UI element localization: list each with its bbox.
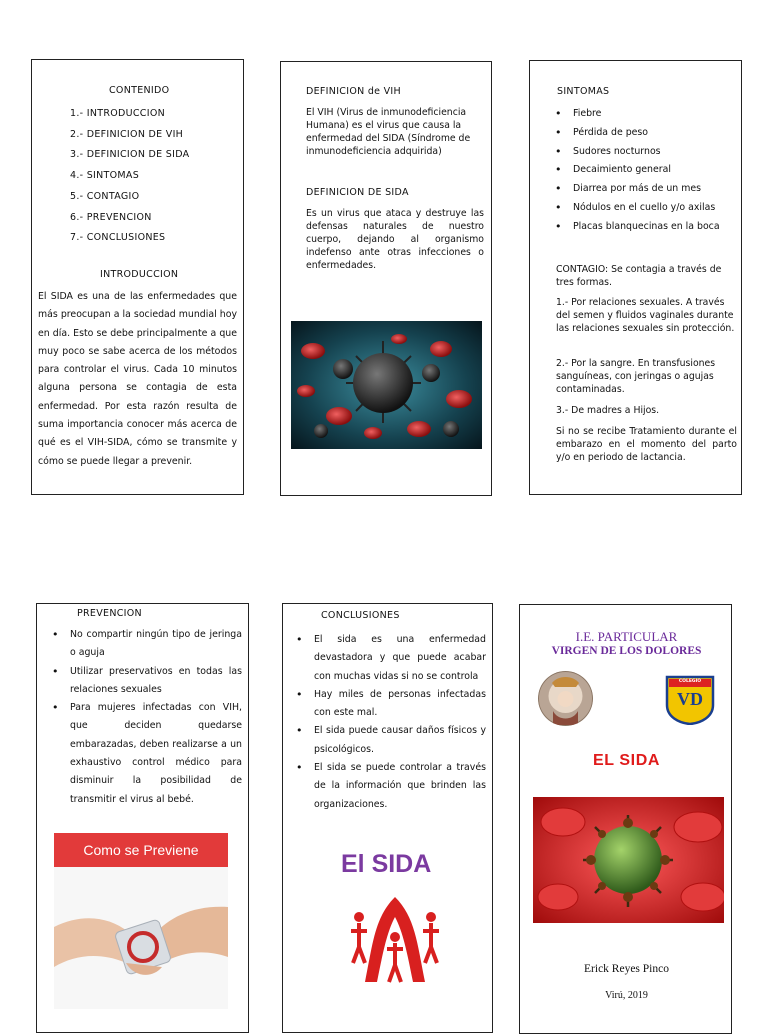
sintoma-item: • Fiebre — [552, 105, 737, 124]
hiv-virus-svg — [533, 797, 724, 923]
toc-item: 7.- CONCLUSIONES — [70, 232, 166, 244]
crest-letters: VD — [677, 689, 703, 709]
table-of-contents — [70, 104, 189, 249]
vih-text: El VIH (Virus de inmunodeficiencia Humana) es el virus que causa la enfermedad del SIDA (Síndrome de inmunodeficiencia adquirida) — [306, 107, 471, 157]
crest-top-text: COLEGIO — [678, 679, 702, 684]
toc-item: 2.- DEFINICION DE VIH — [70, 128, 184, 140]
sida-title: DEFINICION DE SIDA — [306, 187, 409, 198]
toc-item: 4.- SINTOMAS — [70, 170, 140, 182]
red-ribbon-figures-icon — [345, 887, 445, 987]
contagio-item-3: 3.- De madres a Hijos. — [556, 405, 660, 416]
panel-prevencion — [36, 603, 249, 1033]
contagio-item-2: 2.- Por la sangre. En transfusiones sanguíneas, con jeringas o agujas contaminadas. — [556, 358, 716, 395]
conclusion-item: • El sida es una enfermedad devastadora y que puede acabar con muchas vidas si no se controla — [293, 631, 486, 686]
school-crest — [665, 675, 715, 725]
prevencion-title: PREVENCION — [77, 608, 142, 619]
intro-text: El SIDA es una de las enfermedades que más preocupan a la sociedad mundial hoy en día. Esto se debe principalmente a que muy poco se sabe acerca de los métodos para controlar el virus. Cada 10 minutos alguna persona se contagia de esta enfermedad. Por esta razón resulta de suma importancia conocer más acerca de qué es el VIH-SIDA, cómo se transmite y cómo se puede llegar a prevenir. — [38, 291, 237, 467]
contagio-intro: CONTAGIO: Se contagia a través de tres formas. — [556, 264, 722, 288]
conclusion-item: • Hay miles de personas infectadas con este mal. — [293, 686, 486, 723]
panel-sintomas — [529, 60, 742, 495]
conclusiones-list — [293, 631, 486, 814]
panel-conclusiones — [282, 603, 493, 1033]
school-line-1: I.E. PARTICULAR — [575, 629, 678, 644]
place-date: Virú, 2019 — [605, 990, 648, 1001]
sintomas-list — [552, 105, 737, 237]
contagio-item-4: Si no se recibe Tratamiento durante el embarazo en el momento del parto y/o en periodo de lactancia. — [556, 426, 737, 463]
sintoma-item: • Pérdida de peso — [552, 124, 737, 143]
prevencion-item: • No compartir ningún tipo de jeringa o aguja — [49, 626, 242, 663]
prevencion-image — [54, 833, 228, 1009]
sintomas-title: SINTOMAS — [557, 86, 610, 97]
sintoma-item: • Decaimiento general — [552, 161, 737, 180]
conclusion-item: • El sida se puede controlar a través de la información que brinden las organizaciones. — [293, 759, 486, 814]
prevencion-banner-text: Como se Previene — [83, 842, 199, 858]
toc-item: 1.- INTRODUCCION — [70, 108, 166, 119]
vih-title: DEFINICION de VIH — [306, 86, 401, 97]
main-title: EL SIDA — [592, 752, 661, 769]
author-name: Erick Reyes Pinco — [584, 963, 669, 975]
panel-portada — [519, 604, 732, 1034]
panel-contenido — [31, 59, 244, 495]
virgin-medallion-image — [538, 671, 593, 726]
toc-item: 3.- DEFINICION DE SIDA — [70, 149, 190, 161]
intro-title: INTRODUCCION — [100, 269, 179, 280]
hiv-virus-image — [533, 797, 724, 923]
contenido-title: CONTENIDO — [109, 85, 170, 96]
toc-item: 6.- PREVENCION — [70, 211, 152, 223]
prevencion-list — [49, 626, 242, 809]
sintoma-item: • Sudores nocturnos — [552, 143, 737, 162]
panel-definiciones — [280, 61, 492, 496]
sintoma-item: • Nódulos en el cuello y/o axilas — [552, 199, 737, 218]
conclusiones-title: CONCLUSIONES — [321, 610, 400, 621]
toc-item: 5.- CONTAGIO — [70, 190, 140, 202]
virgin-portrait-svg — [538, 671, 593, 726]
prevencion-banner — [54, 833, 228, 867]
virus-illustration — [291, 321, 482, 449]
sida-logo-text: El SIDA — [341, 850, 432, 878]
hands-condom-illustration — [54, 867, 228, 1009]
sintoma-item: • Diarrea por más de un mes — [552, 180, 737, 199]
prevencion-item: • Utilizar preservativos en todas las relaciones sexuales — [49, 663, 242, 700]
conclusion-item: • El sida puede causar daños físicos y psicológicos. — [293, 722, 486, 759]
sintoma-item: • Placas blanquecinas en la boca — [552, 218, 737, 237]
sida-text: Es un virus que ataca y destruye las defensas naturales de nuestro cuerpo, dejando al organismo indefenso ante otras infecciones o enfermedades. — [306, 208, 484, 271]
virus-illustration-svg — [291, 321, 482, 449]
prevencion-item: • Para mujeres infectadas con VIH, que deciden quedarse embarazadas, deben realizarse a un exhaustivo control médico para disminuir la posibilidad de transmitir el virus al bebé. — [49, 699, 242, 809]
contagio-item-1: 1.- Por relaciones sexuales. A través del semen y fluidos vaginales durante las relaciones sexuales sin protección. — [556, 297, 735, 334]
school-line-2: VIRGEN DE LOS DOLORES — [551, 645, 702, 657]
